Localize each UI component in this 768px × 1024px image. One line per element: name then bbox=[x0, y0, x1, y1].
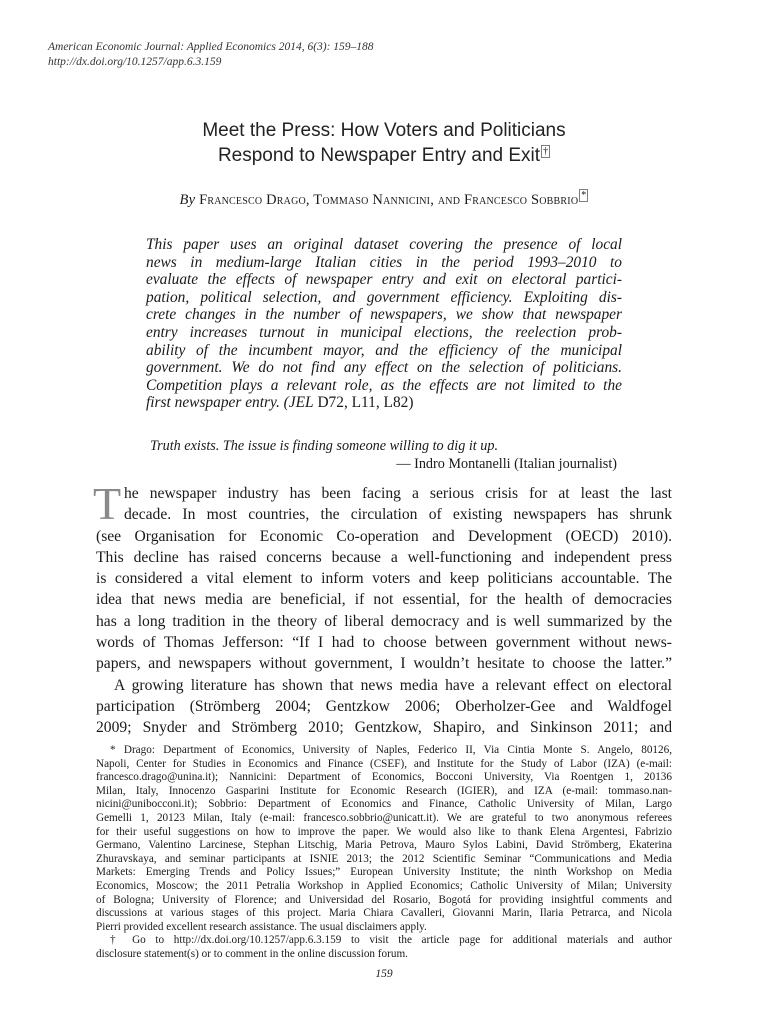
footnote-line: of Bologna; University of Florence; and Universidad del Rosario, Bogotá for providing insightful comments and bbox=[96, 893, 672, 906]
abstract-line: pation, political selection, and government efficiency. Exploiting dis- bbox=[146, 288, 622, 306]
body-line: idea that news media are beneficial, if not essential, for the health of democracies bbox=[96, 591, 672, 609]
footnote-line: Pierri provided excellent research assistance. The usual disclaimers apply. bbox=[96, 920, 427, 933]
epigraph bbox=[150, 437, 617, 473]
footnote-line: † Go to http://dx.doi.org/10.1257/app.6.3.159 to visit the article page for additional materials and author bbox=[110, 934, 672, 947]
body-text bbox=[93, 478, 672, 739]
abstract-last-text: first newspaper entry. ( bbox=[146, 394, 289, 412]
footnote-line: nicini@unibocconi.it); Sobbrio: Department of Economics and Finance, Catholic University of Milan, Largo bbox=[96, 798, 672, 811]
footnote-line: Gemelli 1, 20123 Milan, Italy (e-mail: francesco.sobbrio@unicatt.it). We are grateful to two anonymous referees bbox=[96, 811, 672, 824]
body-line: decade. In most countries, the circulation of existing newspapers has shrunk bbox=[124, 506, 672, 524]
jel-label: JEL bbox=[288, 394, 314, 412]
abstract-last-line bbox=[146, 394, 622, 412]
doi-link[interactable]: http://dx.doi.org/10.1257/app.6.3.159 bbox=[48, 56, 222, 68]
abstract-line: Competition plays a relevant role, as the effects are not limited to the bbox=[146, 376, 622, 394]
title-line-2-text: Respond to Newspaper Entry and Exit bbox=[217, 145, 541, 166]
journal-header bbox=[48, 40, 648, 70]
drop-cap: T bbox=[93, 478, 122, 529]
abstract-line: news in medium-large Italian cities in the period 1993–2010 to bbox=[146, 253, 622, 271]
footnote-line: discussions at various stages of this project. Maria Chiara Cavalleri, Giovanni Marin, Ilaria Petrarca, and Nicola bbox=[96, 907, 672, 920]
footnote-line: Economics, Moscow; the 2011 Petralia Workshop in Applied Economics; Catholic University of Milan; University bbox=[96, 879, 672, 892]
author-names: Francesco Drago, Tommaso Nannicini, and Francesco Sobbrio bbox=[199, 191, 579, 208]
title-line-2 bbox=[84, 143, 684, 168]
journal-citation: American Economic Journal: Applied Economics 2014, 6(3): 159–188 bbox=[48, 41, 374, 53]
footnote-line: * Drago: Department of Economics, University of Naples, Federico II, Via Cintia Monte S. Angelo, 80126, bbox=[110, 744, 672, 756]
footnote-line: Zhuravskaya, and seminar participants at ISNIE 2013; the 2012 Scientific Seminar “Communications and Media bbox=[96, 852, 672, 865]
body-line: (see Organisation for Economic Co-operation and Development (OECD) 2010). bbox=[96, 527, 672, 545]
abstract-line: government. We do not find any effect on the selection of politicians. bbox=[146, 359, 622, 377]
abstract bbox=[146, 236, 622, 412]
epigraph-quote: Truth exists. The issue is finding someone willing to dig it up. bbox=[150, 438, 499, 454]
body-line: has a long tradition in the theory of liberal democracy and is well summarized by the bbox=[96, 612, 672, 630]
abstract-line: This paper uses an original dataset covering the presence of local bbox=[146, 236, 622, 253]
abstract-line: crete changes in the number of newspapers, we show that newspaper bbox=[146, 306, 622, 324]
footnote-line: Germano, Valentino Larcinese, Stephan Litschig, Maria Petrova, Mauro Sylos Labini, David Strömberg, Ekaterina bbox=[96, 839, 672, 852]
body-line: he newspaper industry has been facing a serious crisis for at least the last bbox=[124, 485, 672, 502]
footnote-line: Markets: Emerging Trends and Policy Issues;” European University Institute; the ninth Workshop on Media bbox=[96, 866, 672, 879]
body-line: words of Thomas Jefferson: “If I had to choose between government without news- bbox=[96, 634, 672, 652]
body-line: A growing literature has shown that news media have a relevant effect on electoral bbox=[114, 676, 672, 694]
byline-by: By bbox=[179, 191, 196, 208]
title-footnote-link[interactable]: † bbox=[543, 145, 549, 157]
footnote-line: for their useful suggestions on how to improve the paper. We would also like to thank Elena Argentesi, Fabrizio bbox=[96, 825, 672, 838]
footnote-line: francesco.drago@unina.it); Nannicini: Department of Economics, Bocconi University, Via Roentgen 1, 20136 bbox=[96, 771, 672, 784]
footnote-line: Milan, Italy, Innocenzo Gasparini Institute for Economic Research (IGIER), and IZA (e-mail: tommaso.nan- bbox=[96, 784, 672, 797]
body-line: papers, and newspapers without government, I wouldn’t hesitate to choose the latter.” bbox=[96, 655, 672, 673]
body-line: participation (Strömberg 2004; Gentzkow 2006; Oberholzer-Gee and Waldfogel bbox=[96, 697, 672, 715]
body-line: 2009; Snyder and Strömberg 2010; Gentzkow, Shapiro, and Sinkinson 2011; and bbox=[96, 719, 672, 737]
title-line-1: Meet the Press: How Voters and Politicians bbox=[202, 120, 566, 141]
abstract-line: entry increases turnout in municipal elections, the reelection prob- bbox=[146, 323, 622, 341]
footnote-line: disclosure statement(s) or to comment in the online discussion forum. bbox=[96, 947, 408, 960]
body-line: This decline has raised concerns because a well-functioning and independent press bbox=[96, 548, 672, 566]
footnote-line: Napoli, Center for Studies in Economics and Finance (CSEF), and Institute for the Study of Labor (IZA) (e-mail: bbox=[96, 757, 672, 770]
page-number: 159 bbox=[375, 968, 393, 980]
jel-codes: D72, L11, L82) bbox=[313, 394, 414, 412]
paper-title bbox=[84, 118, 684, 168]
abstract-line: ability of the incumbent mayor, and the efficiency of the municipal bbox=[146, 341, 622, 359]
body-line: is considered a vital element to inform voters and keep politicians accountable. The bbox=[96, 570, 672, 588]
abstract-line: evaluate the effects of newspaper entry and exit on electoral partici- bbox=[146, 271, 622, 289]
author-byline bbox=[84, 189, 684, 210]
author-footnote-link[interactable]: * bbox=[581, 190, 587, 201]
footnotes bbox=[96, 744, 672, 962]
epigraph-attribution: — Indro Montanelli (Italian journalist) bbox=[396, 456, 617, 472]
